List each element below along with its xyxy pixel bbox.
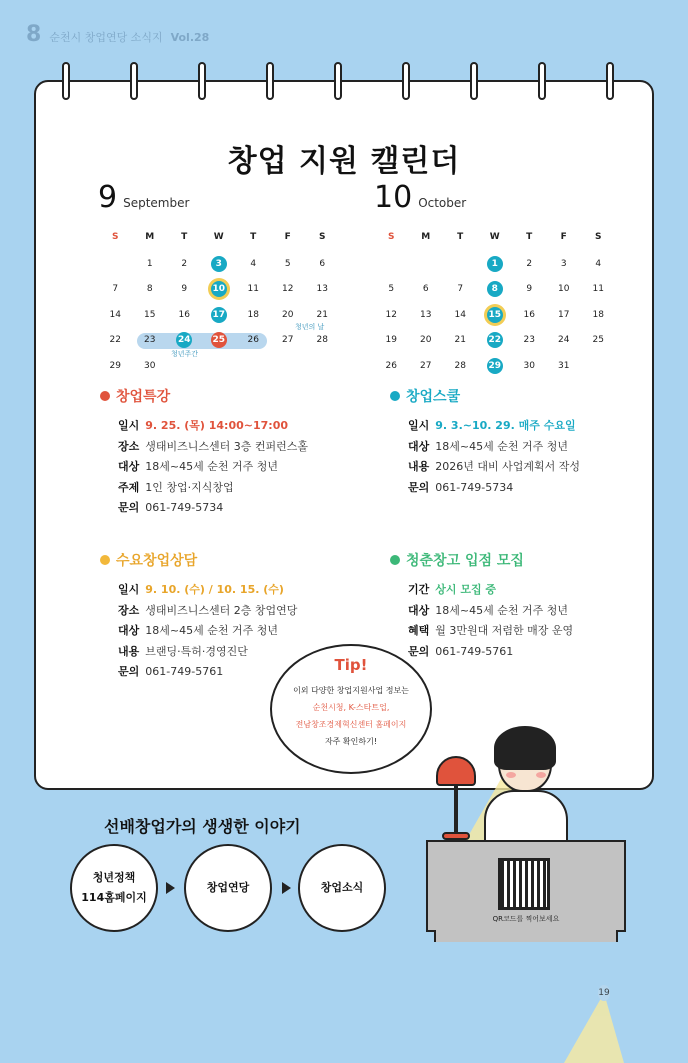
- calendar-day[interactable]: 11: [592, 284, 604, 295]
- calendar-day[interactable]: 30: [523, 360, 535, 371]
- info-value: 9. 3.~10. 29. 매주 수요일: [435, 419, 576, 432]
- calendar-october: [374, 180, 624, 379]
- section-consult: [100, 550, 297, 683]
- calendar-day[interactable]: 21: [316, 309, 328, 320]
- calendar-day[interactable]: 2: [526, 258, 533, 269]
- info-value: 061-749-5761: [145, 665, 224, 678]
- qr-code[interactable]: [498, 858, 550, 910]
- month-name: October: [418, 196, 467, 210]
- calendar-day[interactable]: 6: [422, 284, 429, 295]
- story-title: 선배창업가의 생생한 이야기: [104, 817, 301, 836]
- calendar-day[interactable]: 12: [385, 309, 397, 320]
- calendar-day[interactable]: 18: [592, 309, 604, 320]
- page-title: 창업 지원 캘린더: [227, 144, 461, 179]
- info-row: [100, 601, 297, 622]
- month-number: 9: [98, 180, 118, 215]
- info-row: [390, 457, 580, 478]
- step-label: 청년정책: [92, 871, 136, 884]
- info-key: 혜택: [408, 624, 430, 637]
- info-value: 9. 10. (수) / 10. 15. (수): [145, 583, 284, 596]
- calendar-day[interactable]: 6: [319, 258, 326, 269]
- binder-ring: [606, 62, 614, 100]
- step-label: 창업소식: [320, 881, 364, 894]
- info-row: [100, 580, 297, 601]
- empty-day: [443, 251, 478, 277]
- info-value: 2026년 대비 사업계획서 작성: [435, 460, 581, 473]
- calendar-day[interactable]: 19: [385, 335, 397, 346]
- weekday-header: S: [388, 232, 395, 242]
- calendar-day[interactable]: 9: [181, 284, 188, 295]
- calendar-day[interactable]: 20: [282, 309, 294, 320]
- calendar-day[interactable]: 14: [109, 309, 121, 320]
- info-key: 문의: [408, 480, 430, 494]
- info-key: 문의: [118, 501, 140, 514]
- month-name: September: [123, 196, 190, 210]
- binder-ring: [334, 62, 342, 100]
- story-step-news[interactable]: [298, 844, 386, 932]
- weekday-header: W: [489, 232, 500, 242]
- bullet-dot: [100, 391, 110, 401]
- weekday-header: F: [560, 232, 567, 242]
- bullet-dot: [390, 391, 400, 401]
- calendar-day[interactable]: 27: [282, 335, 294, 346]
- cheek: [536, 772, 546, 778]
- calendar-day[interactable]: 2: [181, 258, 188, 269]
- binder-ring: [130, 62, 138, 100]
- lamp-base: [442, 832, 470, 840]
- calendar-day[interactable]: 8: [478, 277, 513, 303]
- info-key: 일시: [118, 419, 140, 432]
- lamp-arm: [454, 786, 458, 834]
- desk-legs: [434, 930, 618, 942]
- bullet-dot: [390, 555, 400, 565]
- calendar-day[interactable]: 10: [202, 277, 237, 303]
- info-row: [100, 437, 308, 458]
- calendar-day[interactable]: 18: [247, 309, 259, 320]
- calendar-day[interactable]: 12: [282, 284, 294, 295]
- info-value: 18세~45세 순천 거주 청년: [435, 603, 568, 617]
- section-title: 청춘창고 입점 모집: [406, 553, 524, 569]
- info-key: 내용: [118, 644, 140, 658]
- calendar-day[interactable]: 15: [144, 309, 156, 320]
- info-key: 문의: [118, 665, 140, 678]
- section-title: 수요창업상담: [116, 553, 198, 569]
- calendar-day[interactable]: 24: [167, 328, 202, 354]
- weekday-header: T: [526, 232, 533, 242]
- info-row: [100, 621, 297, 642]
- calendar-day[interactable]: 13: [316, 284, 328, 295]
- info-value: 061-749-5734: [435, 480, 514, 494]
- section-title: 창업특강: [116, 389, 171, 405]
- tip-title: Tip!: [334, 656, 368, 674]
- calendar-day[interactable]: 19: [564, 993, 624, 1063]
- info-value: 9. 25. (목) 14:00~17:00: [145, 419, 288, 432]
- info-row: [100, 416, 308, 437]
- info-key: 기간: [408, 583, 430, 596]
- tip-bubble: [270, 644, 432, 774]
- info-value: 18세~45세 순천 거주 청년: [145, 624, 278, 637]
- calendar-day[interactable]: 21: [454, 335, 466, 346]
- info-key: 대상: [118, 460, 140, 473]
- info-key: 장소: [118, 603, 140, 617]
- calendar-day[interactable]: 25: [202, 328, 237, 354]
- binder-ring: [266, 62, 274, 100]
- info-key: 내용: [408, 460, 430, 473]
- calendar-day[interactable]: 5: [388, 284, 395, 295]
- calendar-day[interactable]: 28: [454, 360, 466, 371]
- calendar-day[interactable]: 10: [558, 284, 570, 295]
- binder-rings: [34, 62, 654, 102]
- info-value: 061-749-5761: [435, 644, 514, 658]
- youth-day-note: 청년의 날: [295, 323, 325, 331]
- binder-ring: [62, 62, 70, 100]
- weekday-header: M: [145, 232, 155, 242]
- info-key: 대상: [118, 624, 140, 637]
- calendar-day[interactable]: 16: [523, 309, 535, 320]
- weekday-header: T: [457, 232, 464, 242]
- calendar-day[interactable]: 15: [478, 302, 513, 328]
- story-step-youth-policy[interactable]: [70, 844, 158, 932]
- calendar-day[interactable]: 4: [595, 258, 602, 269]
- calendar-day[interactable]: 11: [247, 284, 259, 295]
- arrow-right-icon: [166, 882, 175, 894]
- info-key: 일시: [118, 583, 140, 596]
- binder-ring: [470, 62, 478, 100]
- calendar-day[interactable]: 7: [457, 284, 464, 295]
- calendar-day[interactable]: 5: [284, 258, 291, 269]
- calendar-day[interactable]: 4: [250, 258, 257, 269]
- calendar-day[interactable]: 28: [316, 335, 328, 346]
- calendar-day[interactable]: 8: [146, 284, 153, 295]
- info-row: [100, 457, 308, 478]
- empty-day: [374, 251, 409, 277]
- calendar-day[interactable]: 26: [385, 360, 397, 371]
- weekday-header: S: [112, 232, 119, 242]
- calendar-day[interactable]: 23: [523, 335, 535, 346]
- calendar-day[interactable]: 26: [247, 335, 259, 346]
- info-value: 1인 창업·지식창업: [145, 480, 234, 494]
- info-key: 대상: [408, 439, 430, 453]
- weekday-header: W: [213, 232, 224, 242]
- info-row: [100, 662, 297, 683]
- calendar-day[interactable]: 9: [526, 284, 533, 295]
- empty-day: [409, 251, 444, 277]
- story-step-changup-yeondang[interactable]: [184, 844, 272, 932]
- qr-caption: QR코드를 찍어보세요: [492, 915, 560, 923]
- info-row: [390, 478, 580, 499]
- month-number: 10: [374, 180, 413, 215]
- calendar-day[interactable]: 17: [202, 302, 237, 328]
- calendar-day[interactable]: 31: [558, 360, 570, 371]
- section-title: 창업스쿨: [406, 389, 461, 405]
- calendar-day[interactable]: 22: [478, 328, 513, 354]
- weekday-header: S: [595, 232, 602, 242]
- calendar-day[interactable]: 23: [144, 335, 156, 346]
- publication-name: 순천시 창업연당 소식지: [49, 31, 163, 44]
- calendar-day[interactable]: 3: [560, 258, 567, 269]
- binder-ring: [538, 62, 546, 100]
- info-value: 생태비즈니스센터 3층 컨퍼런스홀: [145, 439, 309, 453]
- tip-line: 이외 다양한 창업지원사업 정보는: [293, 686, 409, 695]
- calendar-day[interactable]: 20: [420, 335, 432, 346]
- calendar-day[interactable]: 29: [109, 360, 121, 371]
- step-label: 창업연당: [206, 881, 250, 894]
- calendar-day[interactable]: 27: [420, 360, 432, 371]
- info-key: 장소: [118, 439, 140, 453]
- tip-line: 전남창조경제혁신센터 홈페이지: [295, 720, 407, 729]
- info-row: [390, 416, 580, 437]
- calendar-day[interactable]: 7: [112, 284, 119, 295]
- info-key: 일시: [408, 419, 430, 432]
- calendar-day[interactable]: 30: [144, 360, 156, 371]
- volume-label: Vol.28: [170, 31, 210, 44]
- calendar-day[interactable]: 13: [420, 309, 432, 320]
- tip-line: 순천시청, K-스타트업,: [312, 703, 390, 712]
- bullet-dot: [100, 555, 110, 565]
- info-value: 18세~45세 순천 거주 청년: [145, 460, 278, 473]
- info-value: 생태비즈니스센터 2층 창업연당: [145, 603, 298, 617]
- calendar-day[interactable]: 16: [178, 309, 190, 320]
- info-row: [100, 478, 308, 499]
- info-key: 문의: [408, 644, 430, 658]
- info-row: [100, 642, 297, 663]
- info-value: 18세~45세 순천 거주 청년: [435, 439, 568, 453]
- empty-day: [98, 251, 133, 277]
- page-number: 8: [26, 22, 42, 47]
- calendar-day[interactable]: 1: [146, 258, 153, 269]
- step-label: 114홈페이지: [81, 891, 147, 904]
- info-key: 대상: [408, 603, 430, 617]
- weekday-header: M: [421, 232, 431, 242]
- weekday-header: S: [319, 232, 326, 242]
- section-school: [390, 386, 580, 498]
- info-value: 상시 모집 중: [435, 583, 497, 596]
- info-row: [390, 580, 573, 601]
- calendar-day[interactable]: 25: [592, 335, 604, 346]
- info-value: 월 3만원대 저렴한 매장 운영: [435, 624, 574, 637]
- page-header: [26, 22, 209, 47]
- calendar-day[interactable]: 1: [478, 251, 513, 277]
- arrow-right-icon: [282, 882, 291, 894]
- binder-ring: [198, 62, 206, 100]
- youth-week-note: 청년주간: [171, 349, 199, 358]
- weekday-header: T: [250, 232, 257, 242]
- section-warehouse: [390, 550, 573, 662]
- calendar-day[interactable]: 3: [202, 251, 237, 277]
- calendar-day[interactable]: 29: [478, 353, 513, 379]
- info-value: 브랜딩·특허·경영진단: [145, 644, 248, 658]
- calendar-day[interactable]: 17: [558, 309, 570, 320]
- info-value: 061-749-5734: [145, 501, 224, 514]
- info-row: [390, 437, 580, 458]
- info-key: 주제: [118, 480, 140, 494]
- weekday-header: T: [181, 232, 188, 242]
- info-row: [390, 601, 573, 622]
- weekday-header: F: [284, 232, 291, 242]
- tip-line: 자주 확인하기!: [324, 737, 378, 746]
- info-row: [390, 621, 573, 642]
- calendar-day[interactable]: 24: [558, 335, 570, 346]
- calendar-day[interactable]: 14: [454, 309, 466, 320]
- month-grid: [374, 223, 624, 379]
- info-row: [100, 498, 308, 519]
- section-lecture: [100, 386, 308, 519]
- calendar-day[interactable]: 22: [109, 335, 121, 346]
- person-hair: [494, 726, 556, 770]
- cheek: [506, 772, 516, 778]
- person-body: [484, 790, 568, 842]
- binder-ring: [402, 62, 410, 100]
